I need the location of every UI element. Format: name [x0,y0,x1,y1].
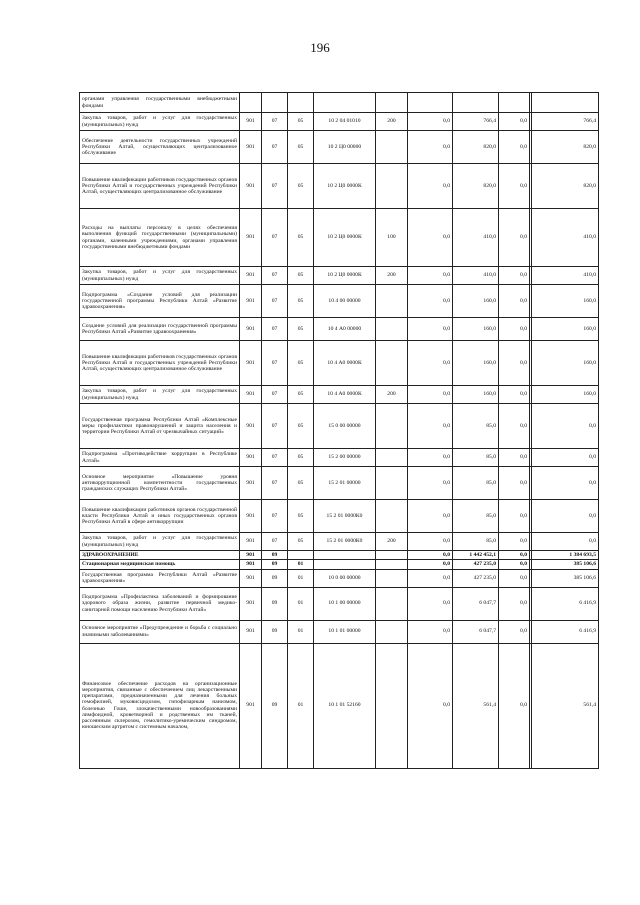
cell-ved: 901 [240,404,262,449]
cell-name: Закупка товаров, работ и услуг для государственных (муниципальных) нужд [80,386,240,404]
cell-value-1: 0,0 [408,209,453,267]
cell-name: Повышение квалификации работников государственных органов Республики Алтай и государственных учреждений Республики Алтай, осуществляющих централизованное обслуживание [80,341,240,386]
table-row [80,386,599,404]
cell-csr: 10 4 00 00000 [314,285,376,318]
cell-value-3: 0,0 [499,164,530,209]
cell-vr [376,318,408,341]
cell-value-2: 820,0 [453,131,499,164]
cell-value-4: 6 416,9 [532,587,599,620]
cell-ved: 901 [240,449,262,467]
cell-rz: 07 [262,209,288,267]
cell-value-1: 0,0 [408,643,453,768]
cell-value-3: 0,0 [499,449,530,467]
table-row [80,467,599,500]
cell-value-4: 385 106,6 [532,569,599,587]
table-row [80,643,599,768]
cell-rz: 07 [262,500,288,533]
cell-name: Подпрограмма «Противодействие коррупции в Республике Алтай» [80,449,240,467]
cell-pr: 01 [288,569,314,587]
cell-value-1: 0,0 [408,620,453,643]
cell-value-3: 0,0 [499,386,530,404]
cell-vr [376,569,408,587]
cell-name: Основное мероприятие «Повышение уровня антикоррупционной компетентности государственных гражданских служащих Республики Алтай» [80,467,240,500]
cell-pr: 05 [288,533,314,551]
cell-name: Подпрограмма «Профилактика заболеваний и формирование здорового образа жизни, развитие первичной медико-санитарной помощи населению Республики Алтай» [80,587,240,620]
cell-value-4: 160,0 [532,341,599,386]
cell-ved: 901 [240,551,262,560]
cell-value-4: 0,0 [532,404,599,449]
cell-value-4: 0,0 [532,449,599,467]
cell-vr: 200 [376,533,408,551]
cell-value-1: 0,0 [408,318,453,341]
cell-value-1: 0,0 [408,113,453,131]
table-row [80,164,599,209]
cell-value-4: 160,0 [532,386,599,404]
cell-name: ЗДРАВООХРАНЕНИЕ [80,551,240,560]
cell-vr [376,449,408,467]
cell-ved: 901 [240,209,262,267]
cell-pr: 05 [288,467,314,500]
cell-value-3: 0,0 [499,285,530,318]
cell-vr [376,551,408,560]
cell-rz: 09 [262,643,288,768]
cell-rz: 07 [262,131,288,164]
cell-csr: 10 2 Ц0 0000К [314,164,376,209]
cell-ved: 901 [240,341,262,386]
cell-rz: 09 [262,569,288,587]
cell-value-1: 0,0 [408,560,453,569]
cell-pr: 05 [288,386,314,404]
cell-ved: 901 [240,113,262,131]
cell-value-4: 410,0 [532,267,599,285]
cell-csr: 10 1 01 00000 [314,620,376,643]
cell-value-1: 0,0 [408,386,453,404]
cell-vr [376,620,408,643]
cell-ved: 901 [240,285,262,318]
cell-csr [314,560,376,569]
cell-value-4 [532,93,599,113]
cell-value-3: 0,0 [499,318,530,341]
cell-vr [376,131,408,164]
cell-vr [376,560,408,569]
table-row [80,93,599,113]
table-row [80,569,599,587]
cell-value-4: 160,0 [532,318,599,341]
cell-csr: 10 2 Ц0 0000К [314,267,376,285]
table-row [80,449,599,467]
cell-value-2: 6 047,7 [453,587,499,620]
cell-value-3: 0,0 [499,560,530,569]
cell-name: Повышение квалификации работников государственных органов Республики Алтай и государственных учреждений Республики Алтай, осуществляющих централизованное обслуживание [80,164,240,209]
cell-name: Государственная программа Республики Алтай «Развитие здравоохранения» [80,569,240,587]
cell-value-3: 0,0 [499,569,530,587]
cell-rz: 07 [262,449,288,467]
cell-pr: 01 [288,620,314,643]
cell-name: Закупка товаров, работ и услуг для государственных (муниципальных) нужд [80,113,240,131]
cell-value-3: 0,0 [499,467,530,500]
cell-rz: 09 [262,560,288,569]
cell-value-4: 160,0 [532,285,599,318]
cell-ved: 901 [240,131,262,164]
cell-vr: 100 [376,209,408,267]
cell-value-2: 85,0 [453,533,499,551]
cell-value-3: 0,0 [499,131,530,164]
cell-name: Основное мероприятие «Предупреждение и борьба с социально значимыми заболеваниями» [80,620,240,643]
cell-pr: 05 [288,131,314,164]
cell-csr [314,551,376,560]
table-row [80,267,599,285]
cell-value-3: 0,0 [499,533,530,551]
cell-value-1: 0,0 [408,467,453,500]
cell-value-2: 766,4 [453,113,499,131]
cell-name: Финансовое обеспечение расходов на организационные мероприятия, связанные с обеспечением лиц лекарственными препаратами, предназначенными для лечения больных гемофилией, муковисцидозом, гипофизарным нанизмом, болезнью Гоше, злокачественными новообразованиями лимфоидной, кроветворной и родственных им тканей, рассеянным склерозом, гемолитико-уремическим синдромом, юношеским артритом с системным началом, [80,643,240,768]
table-row [80,318,599,341]
cell-ved: 901 [240,386,262,404]
cell-rz: 07 [262,404,288,449]
cell-csr [314,93,376,113]
cell-value-3: 0,0 [499,113,530,131]
cell-value-4: 766,4 [532,113,599,131]
cell-pr: 05 [288,500,314,533]
cell-value-1: 0,0 [408,131,453,164]
table-row [80,551,599,560]
cell-rz: 07 [262,341,288,386]
cell-pr: 01 [288,643,314,768]
table-row [80,533,599,551]
cell-value-1: 0,0 [408,551,453,560]
cell-name: Закупка товаров, работ и услуг для государственных (муниципальных) нужд [80,267,240,285]
cell-value-4: 820,0 [532,164,599,209]
cell-csr: 15 2 00 00000 [314,449,376,467]
cell-pr [288,93,314,113]
cell-value-2: 410,0 [453,267,499,285]
cell-value-2: 160,0 [453,285,499,318]
cell-name: Государственная программа Республики Алтай «Комплексные меры профилактики правонарушений и защита населения и территории Республики Алтай от чрезвычайных ситуаций» [80,404,240,449]
cell-vr [376,164,408,209]
cell-ved: 901 [240,620,262,643]
cell-value-4: 0,0 [532,500,599,533]
cell-vr: 200 [376,113,408,131]
cell-value-2: 561,4 [453,643,499,768]
cell-value-4: 1 384 693,5 [532,551,599,560]
cell-value-2: 85,0 [453,449,499,467]
cell-rz [262,93,288,113]
cell-value-1: 0,0 [408,449,453,467]
cell-vr [376,285,408,318]
cell-name: Закупка товаров, работ и услуг для государственных (муниципальных) нужд [80,533,240,551]
cell-rz: 07 [262,164,288,209]
cell-csr: 15 2 01 0000К0 [314,533,376,551]
cell-vr: 200 [376,386,408,404]
cell-value-4: 410,0 [532,209,599,267]
cell-pr: 05 [288,341,314,386]
cell-value-3: 0,0 [499,500,530,533]
cell-csr: 15 0 00 00000 [314,404,376,449]
cell-value-1: 0,0 [408,341,453,386]
cell-name: Повышение квалификации работников органов государственной власти Республики Алтай и иных государственных органов Республики Алтай в сфере антикоррупции [80,500,240,533]
cell-value-1: 0,0 [408,285,453,318]
cell-pr: 05 [288,318,314,341]
cell-csr: 10 4 А0 0000К [314,386,376,404]
cell-vr [376,341,408,386]
cell-pr [288,551,314,560]
cell-name: Расходы на выплаты персоналу в целях обеспечения выполнения функций государственными (муниципальными) органами, казенными учреждениями, органами управления государственными внебюджетными фондами [80,209,240,267]
cell-ved: 901 [240,643,262,768]
cell-value-1: 0,0 [408,500,453,533]
cell-rz: 09 [262,551,288,560]
cell-value-1: 0,0 [408,267,453,285]
cell-value-2: 6 047,7 [453,620,499,643]
cell-value-4: 6 416,9 [532,620,599,643]
table-row [80,209,599,267]
cell-value-3: 0,0 [499,341,530,386]
cell-rz: 07 [262,533,288,551]
cell-rz: 07 [262,467,288,500]
cell-csr: 10 4 А0 00000 [314,318,376,341]
cell-pr: 05 [288,113,314,131]
cell-value-2: 427 235,0 [453,560,499,569]
cell-value-3: 0,0 [499,267,530,285]
cell-value-1: 0,0 [408,569,453,587]
cell-pr: 05 [288,164,314,209]
cell-ved: 901 [240,587,262,620]
cell-csr: 10 2 Ц0 0000К [314,209,376,267]
cell-value-1: 0,0 [408,164,453,209]
cell-pr: 01 [288,560,314,569]
cell-name: Подпрограмма «Создание условий для реализации государственной программы Республики Алтай «Развитие здравоохранения» [80,285,240,318]
cell-value-2: 85,0 [453,500,499,533]
table-row [80,131,599,164]
cell-rz: 07 [262,318,288,341]
cell-value-2: 820,0 [453,164,499,209]
cell-ved: 901 [240,533,262,551]
cell-pr: 05 [288,285,314,318]
table-row [80,620,599,643]
cell-ved: 901 [240,318,262,341]
cell-value-2: 85,0 [453,467,499,500]
cell-value-1 [408,93,453,113]
cell-value-2: 410,0 [453,209,499,267]
cell-pr: 05 [288,267,314,285]
cell-csr: 10 0 00 00000 [314,569,376,587]
cell-value-2: 1 442 452,1 [453,551,499,560]
cell-rz: 07 [262,267,288,285]
cell-value-4: 0,0 [532,467,599,500]
cell-pr: 05 [288,449,314,467]
cell-rz: 07 [262,386,288,404]
cell-value-3: 0,0 [499,620,530,643]
cell-value-1: 0,0 [408,587,453,620]
cell-value-3: 0,0 [499,587,530,620]
cell-pr: 01 [288,587,314,620]
cell-value-2: 427 235,0 [453,569,499,587]
cell-csr: 10 2 Ц0 00000 [314,131,376,164]
cell-value-2: 85,0 [453,404,499,449]
cell-rz: 07 [262,285,288,318]
table-row [80,587,599,620]
cell-value-3: 0,0 [499,209,530,267]
page-number: 196 [310,40,330,55]
cell-name: органами управления государственными внебюджетными фондами [80,93,240,113]
cell-value-2 [453,93,499,113]
cell-value-3 [499,93,530,113]
cell-vr [376,404,408,449]
cell-name: Стационарная медицинская помощь [80,560,240,569]
table-row [80,560,599,569]
cell-value-4: 0,0 [532,533,599,551]
cell-value-4: 820,0 [532,131,599,164]
cell-pr: 05 [288,404,314,449]
cell-ved: 901 [240,267,262,285]
cell-vr [376,500,408,533]
cell-vr [376,643,408,768]
table-row [80,113,599,131]
table-row [80,285,599,318]
cell-ved: 901 [240,569,262,587]
cell-value-1: 0,0 [408,404,453,449]
cell-rz: 09 [262,620,288,643]
table-row [80,500,599,533]
cell-csr: 10 1 01 52160 [314,643,376,768]
cell-csr: 15 2 01 0000К0 [314,500,376,533]
budget-table [79,92,599,769]
cell-value-4: 385 106,6 [532,560,599,569]
cell-value-1: 0,0 [408,533,453,551]
cell-ved: 901 [240,500,262,533]
cell-value-3: 0,0 [499,551,530,560]
cell-vr [376,93,408,113]
table-row [80,404,599,449]
cell-vr: 200 [376,267,408,285]
cell-ved: 901 [240,560,262,569]
cell-value-2: 160,0 [453,386,499,404]
cell-vr [376,467,408,500]
table-row [80,341,599,386]
cell-value-3: 0,0 [499,643,530,768]
cell-pr: 05 [288,209,314,267]
cell-vr [376,587,408,620]
cell-ved: 901 [240,164,262,209]
cell-name: Обеспечение деятельности государственных учреждений Республики Алтай, осуществляющих централизованное обслуживание [80,131,240,164]
cell-ved: 901 [240,467,262,500]
cell-value-2: 160,0 [453,318,499,341]
cell-rz: 07 [262,113,288,131]
cell-name: Создание условий для реализации государственной программы Республики Алтай «Развитие здравоохранения» [80,318,240,341]
cell-value-3: 0,0 [499,404,530,449]
cell-rz: 09 [262,587,288,620]
cell-csr: 15 2 01 00000 [314,467,376,500]
cell-ved [240,93,262,113]
cell-csr: 10 4 А0 0000К [314,341,376,386]
cell-csr: 10 2 04 01010 [314,113,376,131]
cell-value-4: 561,4 [532,643,599,768]
cell-value-2: 160,0 [453,341,499,386]
cell-csr: 10 1 00 00000 [314,587,376,620]
